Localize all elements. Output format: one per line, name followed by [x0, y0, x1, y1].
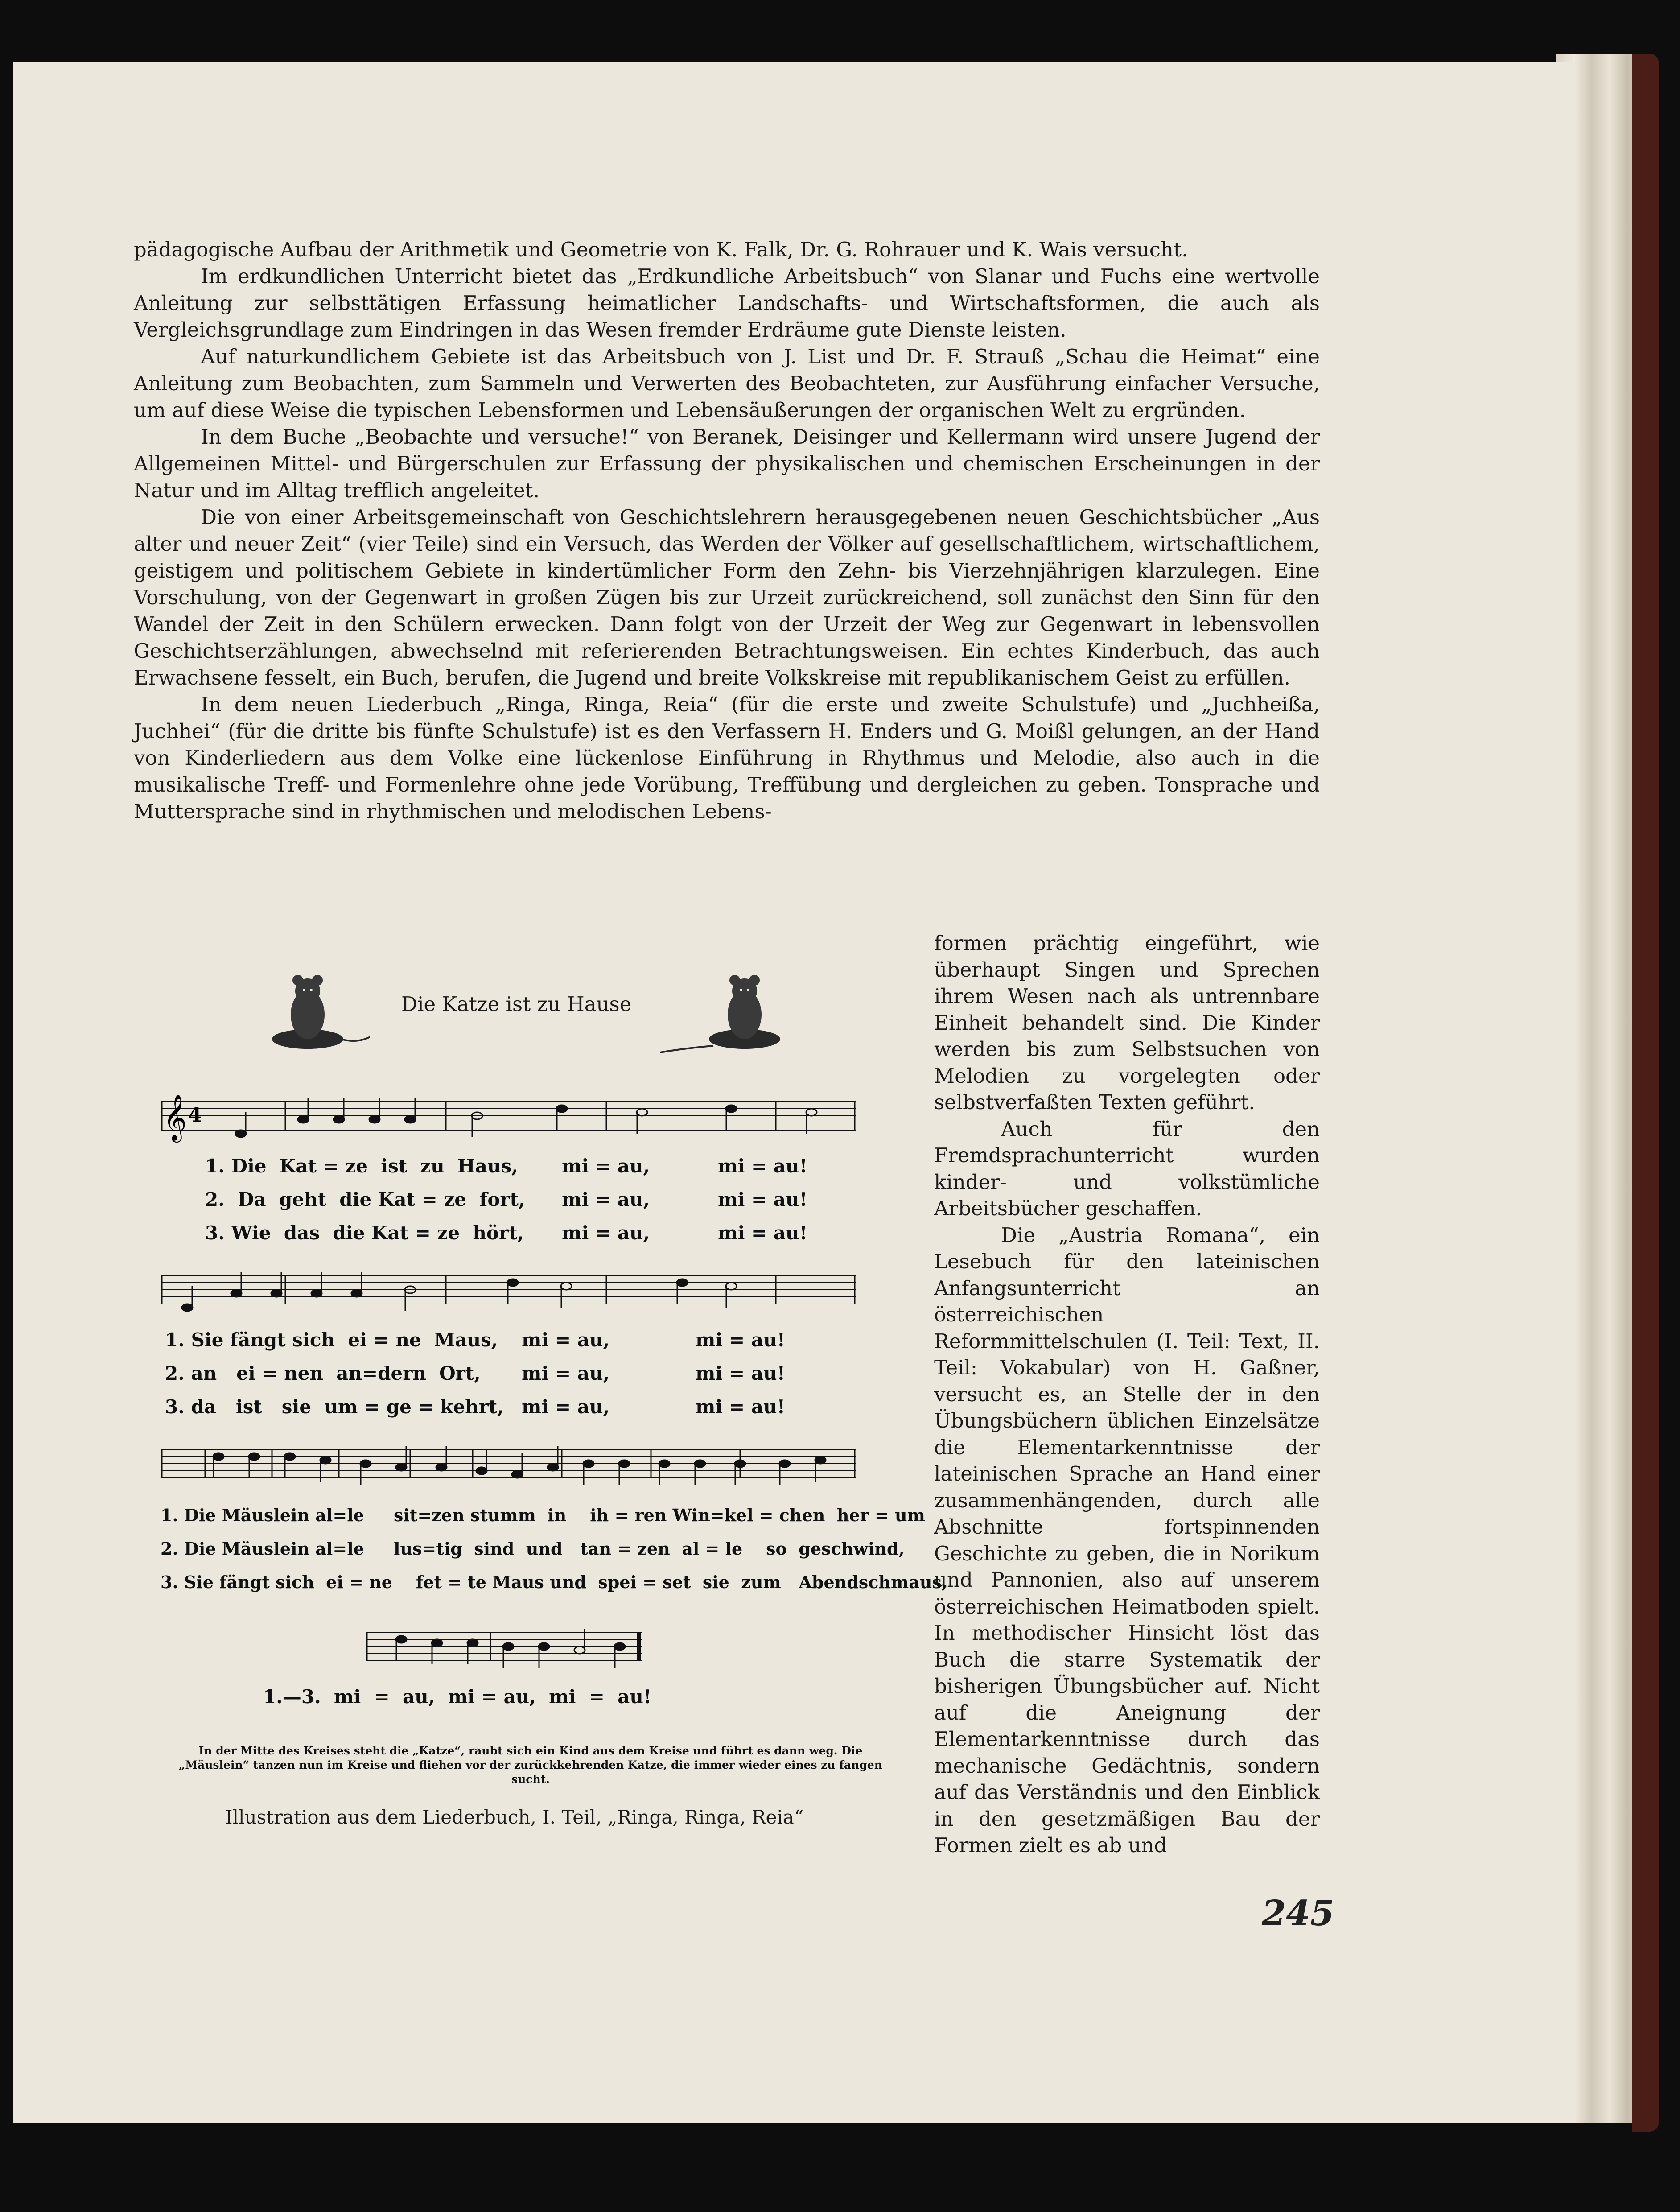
- final-bar: [638, 1632, 641, 1661]
- page-number: 245: [1262, 1893, 1334, 1934]
- lyric-line: 3. Wie das die Kat = ze hört,: [205, 1222, 524, 1244]
- paragraph: In dem neuen Liederbuch „Ringa, Ringa, Reia“ (für die erste und zweite Schulstufe) und „Juchheißa, Juchhei“ (für die dritte bis fünfte Schulstufe) ist es den Verfassern H. Enders und G. Moißl gelungen, an der Hand von Kinderliedern aus dem Volke eine lückenlose Einführung in Rhythmus und Melodie, also auch in die musikalische Treff- und Formenlehre ohne jede Vorübung, Treffübung und dergleichen zu geben. Tonsprache und Muttersprache sind in rhythmischen und melodischen Lebens-: [134, 693, 1320, 823]
- music-staff-2: [161, 1262, 856, 1320]
- paragraph: Im erdkundlichen Unterricht bietet das „Erdkundliche Arbeitsbuch“ von Slanar und Fuchs eine wertvolle Anleitung zur selbsttätigen Erfassung heimatlicher Landschafts- und Wirtschaftsformen, die auch als Vergleichsgrundlage zum Eindringen in das Wesen fremder Erdräume gute Dienste leisten.: [134, 264, 1320, 342]
- note-head: [561, 1283, 572, 1290]
- paragraph: Auf naturkundlichem Gebiete ist das Arbeitsbuch von J. List und Dr. F. Strauß „Schau die Heimat“ eine Anleitung zum Beobachten, zum Sammeln und Verwerten des Beobachteten, zur Ausführung einfacher Versuche, um auf diese Weise die typischen Lebensformen und Lebensäußerungen der organischen Welt zu ergründen.: [134, 345, 1320, 422]
- note-head: [539, 1643, 549, 1650]
- note-head: [619, 1460, 630, 1467]
- note-head: [334, 1116, 344, 1123]
- paragraph: In dem Buche „Beobachte und versuche!“ von Beranek, Deisinger und Kellermann wird unsere Jugend der Allgemeinen Mittel- und Bürgerschulen zur Erfassung der physikalischen und chemischen Erscheinungen in der Natur und im Alltag trefflich angeleitet.: [134, 425, 1320, 502]
- lyric-line: 2. Die Mäuslein al=le lus=tig sind und tan = zen al = le so geschwind,: [161, 1539, 905, 1559]
- note-head: [735, 1460, 745, 1467]
- note-head: [614, 1643, 625, 1650]
- treble-clef: 𝄞: [163, 1094, 187, 1141]
- refrain: mi = au,: [562, 1222, 650, 1244]
- note-head: [556, 1105, 567, 1112]
- note-head: [726, 1105, 737, 1112]
- game-instruction: In der Mitte des Kreises steht die „Katze“, raubt sich ein Kind aus dem Kreise und führt es dann weg. Die „Mäuslein“ tanzen nun im Kreise und fliehen vor der zurückkehrenden Katze, die immer wieder eines zu fangen sucht.: [178, 1744, 882, 1786]
- note-head: [436, 1464, 447, 1471]
- refrain: mi = au,: [522, 1362, 610, 1384]
- mouse-illustration-right: [660, 972, 789, 1057]
- note-head: [574, 1647, 585, 1654]
- refrain: mi = au,: [522, 1396, 610, 1418]
- paragraph: pädagogische Aufbau der Arithmetik und Geometrie von K. Falk, Dr. G. Rohrauer und K. Wais versucht.: [134, 238, 1188, 261]
- note-head: [432, 1639, 442, 1647]
- note-head: [311, 1290, 322, 1297]
- note-head: [351, 1290, 362, 1297]
- refrain: mi = au!: [718, 1189, 808, 1210]
- note-head: [815, 1457, 826, 1464]
- refrain: mi = au,: [562, 1155, 650, 1177]
- book-cover: [1632, 54, 1659, 2132]
- note-head: [507, 1279, 518, 1286]
- note-head: [405, 1116, 416, 1123]
- note-head: [271, 1290, 282, 1297]
- note-head: [806, 1109, 817, 1116]
- note-head: [695, 1460, 705, 1467]
- note-head: [779, 1460, 790, 1467]
- paragraph: Auch für den Fremdsprachunterricht wurden kinder- und volkstümliche Arbeitsbücher geschaffen.: [934, 1117, 1320, 1220]
- music-staff-3: [161, 1436, 856, 1494]
- note-head: [637, 1109, 647, 1116]
- note-head: [677, 1279, 688, 1286]
- lyric-line: 2. Da geht die Kat = ze fort,: [205, 1189, 525, 1210]
- song-title: Die Katze ist zu Hause: [401, 992, 632, 1016]
- note-head: [467, 1639, 478, 1647]
- lyric-line: 1. Die Kat = ze ist zu Haus,: [205, 1155, 518, 1177]
- lyric-line: 1. Die Mäuslein al=le sit=zen stumm in ih = ren Win=kel = chen her = um: [161, 1505, 925, 1525]
- note-head: [396, 1636, 407, 1643]
- lyric-line: 3. da ist sie um = ge = kehrt,: [165, 1396, 504, 1418]
- paragraph: Die „Austria Romana“, ein Lesebuch für den lateinischen Anfangsunterricht an österreichischen Reformmittelschulen (I. Teil: Text, II. Teil: Vokabular) von H. Gaßner, versucht es, an Stelle der in den Übungsbüchern üblichen Einzelsätze die Elementarkenntnisse der lateinischen Sprache an Hand einer zusammenhängenden, durch alle Abschnitte fortspinnenden Geschichte zu geben, die in Norikum und Pannonien, also auf unserem österreichischen Heimatboden spielt. In methodischer Hinsicht löst das Buch die starre Systematik der bisherigen Übungsbücher auf. Nicht auf die Aneignung der Elementarkenntnisse durch das mechanische Gedächtnis, sondern auf das Verständnis und den Einblick in den gesetzmäßigen Bau der Formen zielt es ab und: [934, 1223, 1320, 1857]
- note-head: [298, 1116, 309, 1123]
- note-head: [512, 1471, 523, 1478]
- note-head: [231, 1290, 242, 1297]
- note-head: [213, 1453, 224, 1460]
- note-head: [235, 1130, 246, 1137]
- main-text-column: [134, 236, 1320, 825]
- note-head: [583, 1460, 594, 1467]
- time-signature: 4: [188, 1104, 202, 1127]
- refrain: mi = au,: [562, 1189, 650, 1210]
- note-head: [659, 1460, 670, 1467]
- note-head: [182, 1304, 193, 1311]
- final-refrain: 1.—3. mi = au, mi = au, mi = au!: [263, 1686, 652, 1708]
- note-head: [284, 1453, 295, 1460]
- lyric-line: 3. Sie fängt sich ei = ne fet = te Maus und spei = set sie zum Abendschmaus,: [161, 1572, 948, 1592]
- note-head: [726, 1283, 737, 1290]
- paragraph: Die von einer Arbeitsgemeinschaft von Geschichtslehrern herausgegebenen neuen Geschichtsbücher „Aus alter und neuer Zeit“ (vier Teile) sind ein Versuch, das Werden der Völker auf gesellschaftlichem, wirtschaftlichem, geistigem und politischem Gebiete in kindertümlicher Form den Zehn- bis Vierzehnjährigen klarzulegen. Eine Vorschulung, von der Gegenwart in großen Zügen bis zur Urzeit zurückreichend, soll zunächst den Sinn für den Wandel der Zeit in den Schülern erwecken. Dann folgt von der Urzeit der Weg zur Gegenwart in lebensvollen Geschichtserzählungen, abwechselnd mit referierenden Betrachtungsweisen. Ein echtes Kinderbuch, das auch Erwachsene fesselt, ein Buch, berufen, die Jugend und breite Volkskreise mit republikanischem Geist zu erfüllen.: [134, 505, 1320, 689]
- mouse-illustration-left: [259, 972, 370, 1057]
- lyric-line: 1. Sie fängt sich ei = ne Maus,: [165, 1329, 498, 1351]
- song-illustration: [134, 959, 948, 1851]
- music-staff-4: [366, 1619, 642, 1677]
- figure-caption: Illustration aus dem Liederbuch, I. Teil, „Ringa, Ringa, Reia“: [225, 1806, 804, 1828]
- paragraph: formen prächtig eingeführt, wie überhaupt Singen und Sprechen ihrem Wesen nach als untrennbare Einheit behandelt sind. Die Kinder werden bis zum Selbstsuchen von Melodien zu vorgelegten oder selbstverfaßten Texten geführt.: [934, 931, 1320, 1114]
- note-head: [476, 1467, 487, 1474]
- refrain: mi = au!: [696, 1329, 786, 1351]
- note-head: [369, 1116, 380, 1123]
- note-head: [396, 1464, 407, 1471]
- refrain: mi = au!: [718, 1155, 808, 1177]
- refrain: mi = au!: [718, 1222, 808, 1244]
- note-head: [320, 1457, 331, 1464]
- side-text-column: [934, 930, 1320, 1859]
- note-head: [360, 1460, 371, 1467]
- note-head: [249, 1453, 259, 1460]
- refrain: mi = au!: [696, 1396, 786, 1418]
- refrain: mi = au!: [696, 1362, 786, 1384]
- music-staff-1: [161, 1088, 856, 1146]
- refrain: mi = au,: [522, 1329, 610, 1351]
- lyric-line: 2. an ei = nen an=dern Ort,: [165, 1362, 481, 1384]
- note-head: [503, 1643, 514, 1650]
- note-head: [548, 1464, 558, 1471]
